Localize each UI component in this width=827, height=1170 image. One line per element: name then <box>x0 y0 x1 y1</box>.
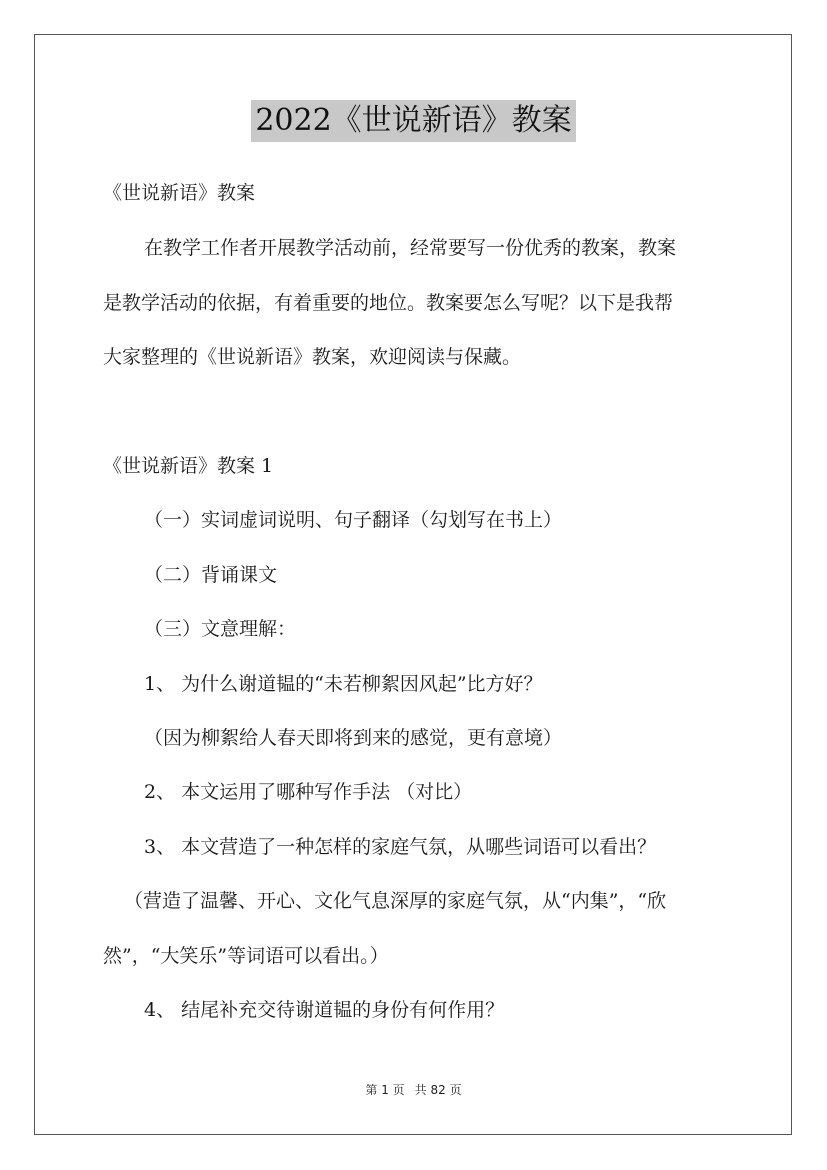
page-number: 第 1 页 <box>365 1083 405 1097</box>
document-title: 2022《世说新语》教案 <box>251 100 575 142</box>
list-item: （营造了温馨、开心、文化气息深厚的家庭气氛，从“内集”，“欣 <box>124 890 667 912</box>
list-item: （二）背诵课文 <box>144 564 278 586</box>
list-item: 3、 本文营造了一种怎样的家庭气氛，从哪些词语可以看出？ <box>144 836 657 858</box>
list-item: 2、 本文运用了哪种写作手法 （对比） <box>144 781 473 803</box>
page-total: 共 82 页 <box>414 1083 462 1097</box>
title-wrap <box>0 100 827 142</box>
list-item: 4、 结尾补充交待谢道韫的身份有何作用？ <box>144 999 505 1021</box>
subtitle: 《世说新语》教案 <box>103 182 256 204</box>
page-footer <box>0 1082 827 1098</box>
list-item: （三）文意理解： <box>144 618 297 640</box>
list-item: （因为柳絮给人春天即将到来的感觉，更有意境） <box>144 727 563 749</box>
intro-line: 在教学工作者开展教学活动前，经常要写一份优秀的教案，教案 <box>144 237 677 259</box>
section-heading: 《世说新语》教案 1 <box>103 455 274 477</box>
list-item: 1、 为什么谢道韫的“未若柳絮因风起”比方好？ <box>144 673 543 695</box>
intro-line: 大家整理的《世说新语》教案，欢迎阅读与保藏。 <box>103 346 522 368</box>
list-item: 然”，“大笑乐”等词语可以看出。） <box>103 945 389 967</box>
list-item: （一）实词虚词说明、句子翻译（勾划写在书上） <box>144 509 563 531</box>
intro-line: 是教学活动的依据，有着重要的地位。教案要怎么写呢？以下是我帮 <box>103 292 674 314</box>
